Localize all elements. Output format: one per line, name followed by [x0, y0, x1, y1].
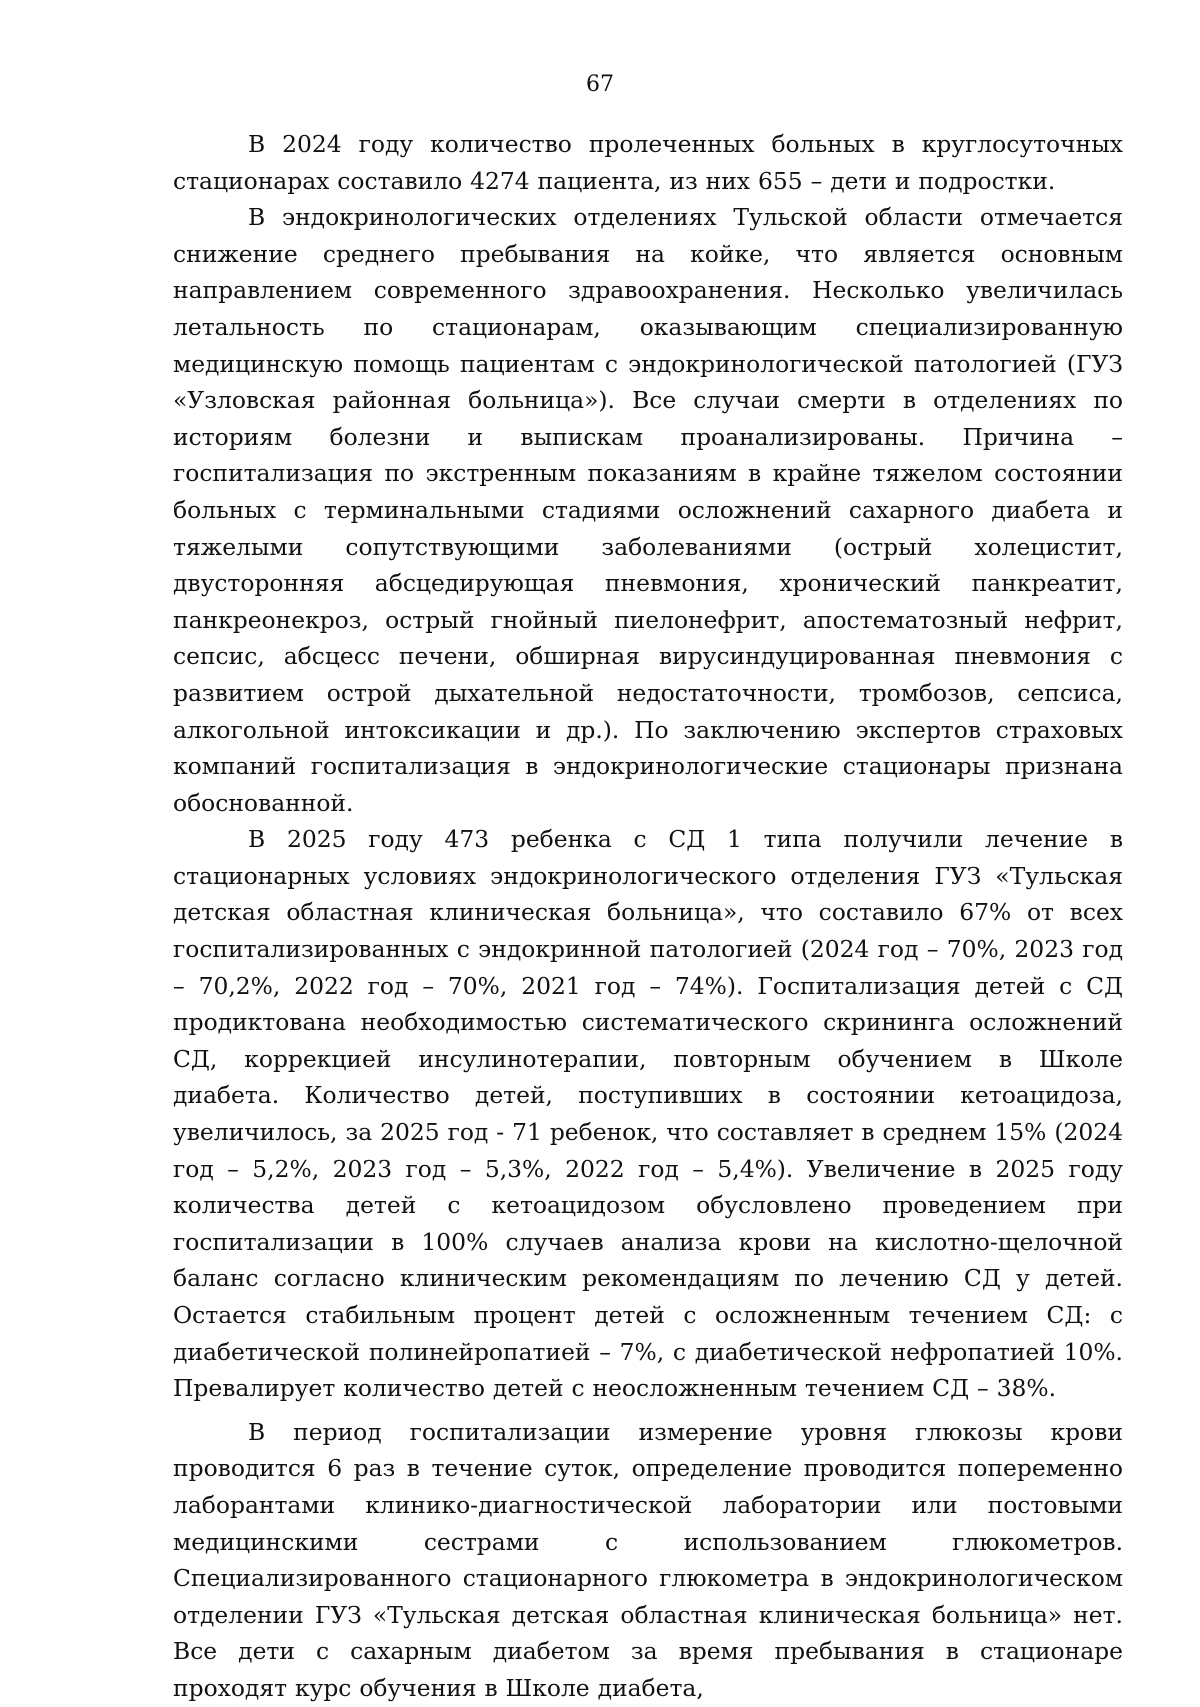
paragraph-children-diabetes: В 2025 году 473 ребенка с СД 1 типа получили лечение в стационарных условиях эндокринологического отделения ГУЗ «Тульская детская областная клиническая больница», что составило 67% от всех госпитализированных с эндокринной патологией (2024 год – 70%, 2023 год – 70,2%, 2022 год – 70%, 2021 год – 74%). Госпитализация детей с СД продиктована необходимостью систематического скрининга осложнений СД, коррекцией инсулинотерапии, повторным обучением в Школе диабета. Количество детей, поступивших в состоянии кетоацидоза, увеличилось, за 2025 год - 71 ребенок, что составляет в среднем 15% (2024 год – 5,2%, 2023 год – 5,3%, 2022 год – 5,4%). Увеличение в 2025 году количества детей с кетоацидозом обусловлено проведением при госпитализации в 100% случаев анализа крови на кислотно-щелочной баланс согласно клиническим рекомендациям по лечению СД у детей. Остается стабильным процент детей с осложненным течением СД: с диабетической полинейропатией – 7%, с диабетической нефропатией 10%. Превалирует количество детей с неосложненным течением СД – 38%.	[173, 825, 1123, 1403]
paragraph-endocrinology-departments: В эндокринологических отделениях Тульской области отмечается снижение среднего пребывания на койке, что является основным направлением современного здравоохранения. Несколько увеличилась летальность по стационарам, оказывающим специализированную медицинскую помощь пациентам с эндокринологической патологией (ГУЗ «Узловская районная больница»). Все случаи смерти в отделениях по историям болезни и выпискам проанализированы. Причина – госпитализация по экстренным показаниям в крайне тяжелом состоянии больных с терминальными стадиями осложнений сахарного диабета и тяжелыми сопутствующими заболеваниями (острый холецистит, двусторонняя абсцедирующая пневмония, хронический панкреатит, панкреонекроз, острый гнойный пиелонефрит, апостематозный нефрит, сепсис, абсцесс печени, обширная вирусиндуцированная пневмония с развитием острой дыхательной недостаточности, тромбозов, сепсиса, алкогольной интоксикации и др.). По заключению экспертов страховых компаний госпитализация в эндокринологические стационары признана обоснованной.	[173, 203, 1123, 817]
document-body	[173, 126, 1123, 1707]
paragraph-inpatient-count: В 2024 году количество пролеченных больных в круглосуточных стационарах составило 4274 пациента, из них 655 – дети и подростки.	[173, 130, 1123, 195]
page-number: 67	[586, 72, 614, 97]
paragraph-glucose-monitoring: В период госпитализации измерение уровня глюкозы крови проводится 6 раз в течение суток, определение проводится попеременно лаборантами клинико-диагностической лаборатории или постовыми медицинскими сестрами с использованием глюкометров. Специализированного стационарного глюкометра в эндокринологическом отделении ГУЗ «Тульская детская областная клиническая больница» нет. Все дети с сахарным диабетом за время пребывания в стационаре проходят курс обучения в Школе диабета,	[173, 1417, 1123, 1702]
